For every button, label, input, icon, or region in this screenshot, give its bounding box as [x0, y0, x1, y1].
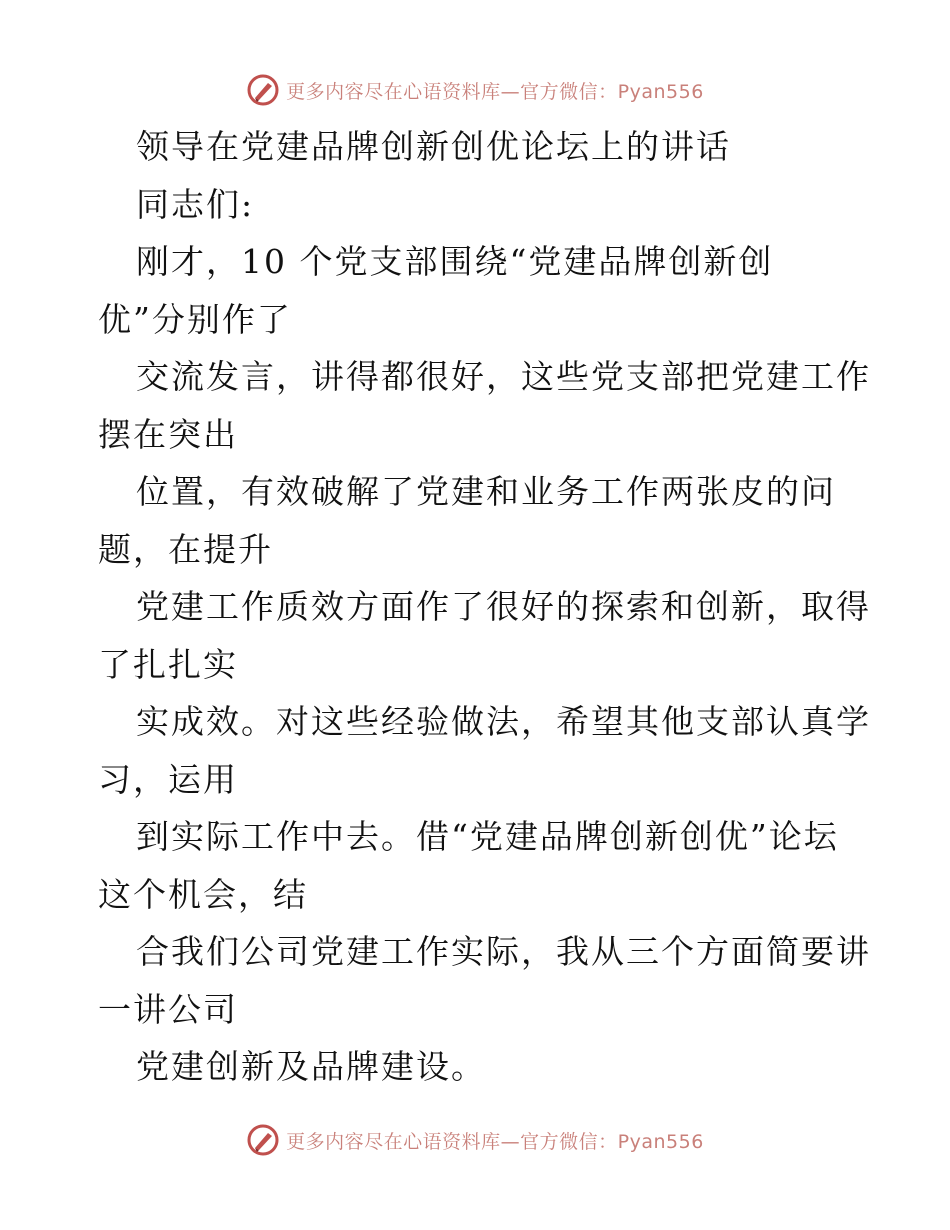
- text-line: 优”分别作了: [98, 299, 292, 339]
- text-line: 习，运用: [98, 759, 238, 799]
- text-line: 党建创新及品牌建设。: [136, 1047, 486, 1086]
- text-line: 实成效。对这些经验做法，希望其他支部认真学: [136, 702, 871, 741]
- footer-watermark: [0, 1120, 950, 1160]
- header-watermark: [0, 70, 950, 110]
- text-line: 了扎扎实: [98, 644, 238, 684]
- text-line: 合我们公司党建工作实际，我从三个方面简要讲: [136, 932, 871, 971]
- text-line: 摆在突出: [98, 414, 238, 454]
- text-line: 题，在提升: [98, 529, 273, 569]
- text-line: 刚才，10 个党支部围绕“党建品牌创新创: [136, 242, 774, 281]
- document-title: 领导在党建品牌创新创优论坛上的讲话: [136, 127, 731, 166]
- text-line: 交流发言，讲得都很好，这些党支部把党建工作: [136, 357, 871, 396]
- text-line: 位置，有效破解了党建和业务工作两张皮的问: [136, 472, 836, 511]
- document-body: [98, 118, 871, 1096]
- watermark-text: 更多内容尽在心语资料库—官方微信：Pyan556: [286, 80, 704, 103]
- pen-logo-icon: [246, 73, 280, 107]
- text-line: 党建工作质效方面作了很好的探索和创新，取得: [136, 587, 871, 626]
- text-line: 到实际工作中去。借“党建品牌创新创优”论坛: [136, 817, 839, 856]
- text-line: 这个机会，结: [98, 874, 308, 914]
- pen-logo-icon: [246, 1123, 280, 1157]
- watermark-text: 更多内容尽在心语资料库—官方微信：Pyan556: [286, 1130, 704, 1153]
- text-line: 同志们:: [136, 184, 255, 224]
- text-line: 一讲公司: [98, 989, 238, 1029]
